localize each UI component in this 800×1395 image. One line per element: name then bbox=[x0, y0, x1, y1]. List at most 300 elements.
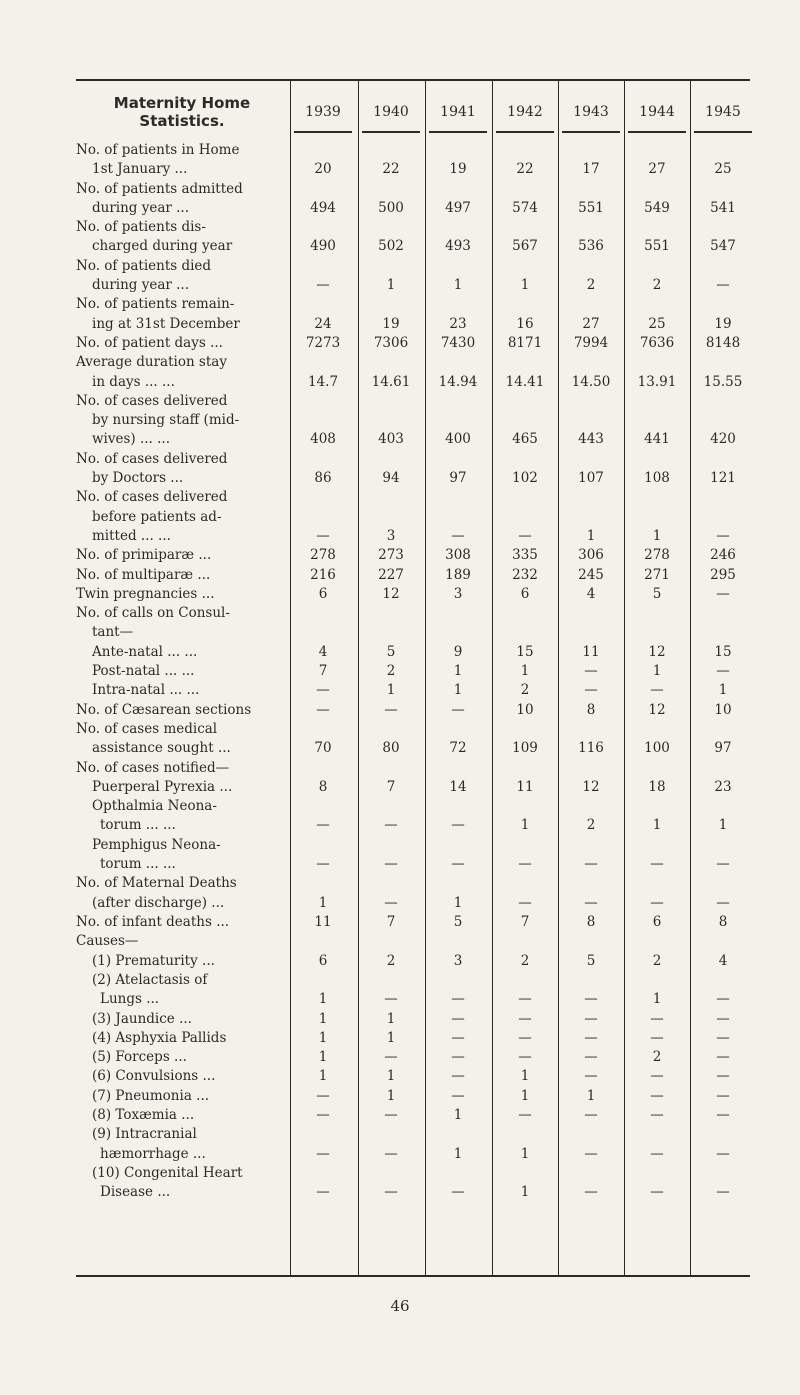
table-row bbox=[0, 682, 800, 701]
row-label: Puerperal Pyrexia ... bbox=[92, 778, 233, 795]
row-label: No. of primiparæ ... bbox=[76, 547, 212, 564]
table-row bbox=[0, 219, 800, 258]
table-cell: — bbox=[384, 1145, 398, 1162]
table-cell: — bbox=[650, 856, 664, 873]
table-cell: 1 bbox=[318, 1029, 328, 1046]
table-cell: 400 bbox=[445, 431, 471, 448]
table-cell: — bbox=[384, 1184, 398, 1201]
table-cell: 14.7 bbox=[307, 373, 339, 390]
table-cell: 15 bbox=[714, 643, 732, 660]
table-cell: 1 bbox=[652, 817, 662, 834]
table-cell: 25 bbox=[648, 315, 666, 332]
table-cell: 1 bbox=[453, 663, 463, 680]
table-cell: — bbox=[650, 682, 664, 699]
table-row bbox=[0, 181, 800, 220]
table-cell: — bbox=[451, 991, 465, 1008]
table-cell: — bbox=[451, 1087, 465, 1104]
table-row bbox=[0, 663, 800, 682]
table-cell: 5 bbox=[652, 585, 662, 602]
table-cell: 23 bbox=[714, 778, 732, 795]
table-cell: 2 bbox=[386, 952, 396, 969]
table-cell: 97 bbox=[714, 740, 732, 757]
table-cell: — bbox=[316, 682, 330, 699]
table-cell: — bbox=[384, 1049, 398, 1066]
table-cell: — bbox=[716, 1107, 730, 1123]
table-cell: 97 bbox=[449, 470, 467, 487]
table-cell: 5 bbox=[386, 643, 396, 660]
row-label: (3) Jaundice ... bbox=[92, 1010, 192, 1027]
table-cell: — bbox=[716, 1087, 730, 1104]
header-underline bbox=[362, 131, 420, 133]
table-cell: 7 bbox=[386, 778, 396, 795]
table-cell: — bbox=[650, 1184, 664, 1201]
table-cell: 12 bbox=[582, 778, 600, 795]
table-cell: 1 bbox=[386, 1010, 396, 1027]
row-label: No. of cases notified— bbox=[76, 759, 230, 776]
table-cell: 551 bbox=[578, 199, 604, 216]
table-cell: 22 bbox=[516, 161, 534, 178]
row-label: (10) Congenital Heart bbox=[92, 1164, 243, 1181]
row-label: ing at 31st December bbox=[92, 315, 240, 332]
table-row bbox=[0, 451, 800, 490]
table-cell: 1 bbox=[386, 1068, 396, 1085]
table-cell: 1 bbox=[520, 1184, 530, 1201]
table-cell: — bbox=[316, 1107, 330, 1123]
table-cell: 14.94 bbox=[438, 373, 478, 390]
table-cell: 227 bbox=[378, 566, 404, 583]
table-cell: 4 bbox=[586, 585, 596, 602]
table-cell: — bbox=[316, 856, 330, 873]
table-cell: 7 bbox=[318, 663, 328, 680]
table-cell: 4 bbox=[318, 643, 328, 660]
table-cell: 18 bbox=[648, 778, 666, 795]
table-row bbox=[0, 258, 800, 297]
table-cell: 8 bbox=[586, 914, 596, 930]
header-underline bbox=[628, 131, 686, 133]
table-cell: — bbox=[518, 991, 532, 1008]
table-row bbox=[0, 1165, 800, 1204]
table-cell: — bbox=[451, 527, 465, 544]
table-cell: 1 bbox=[652, 663, 662, 680]
table-row bbox=[0, 567, 800, 586]
row-label: No. of cases delivered bbox=[76, 450, 228, 467]
table-cell: 2 bbox=[386, 663, 396, 680]
table-cell: 1 bbox=[386, 1087, 396, 1104]
table-cell: — bbox=[384, 1107, 398, 1123]
table-row bbox=[0, 760, 800, 799]
table-cell: 551 bbox=[644, 238, 670, 255]
table-cell: 5 bbox=[453, 914, 463, 930]
row-label: Average duration stay bbox=[76, 354, 227, 371]
table-cell: 490 bbox=[310, 238, 336, 255]
year-header-3: 1942 bbox=[507, 104, 543, 120]
table-cell: — bbox=[384, 701, 398, 718]
table-cell: 3 bbox=[453, 952, 463, 969]
table-cell: — bbox=[384, 856, 398, 873]
row-label: No. of Maternal Deaths bbox=[76, 875, 237, 892]
row-label: Causes— bbox=[76, 933, 139, 950]
table-cell: 502 bbox=[378, 238, 404, 255]
table-cell: 13.91 bbox=[637, 373, 677, 390]
table-cell: 5 bbox=[586, 952, 596, 969]
table-cell: 465 bbox=[512, 431, 538, 448]
row-label: (7) Pneumonia ... bbox=[92, 1087, 210, 1104]
table-cell: 1 bbox=[520, 1145, 530, 1162]
table-cell: 27 bbox=[648, 161, 666, 178]
table-cell: 1 bbox=[652, 527, 662, 544]
row-label: Lungs ... bbox=[100, 991, 160, 1008]
table-row bbox=[0, 1049, 800, 1068]
table-cell: 116 bbox=[578, 740, 604, 757]
table-cell: — bbox=[716, 1049, 730, 1066]
table-cell: — bbox=[518, 1029, 532, 1046]
table-row bbox=[0, 393, 800, 451]
row-label: in days ... ... bbox=[92, 373, 175, 390]
table-row bbox=[0, 914, 800, 933]
table-cell: 443 bbox=[578, 431, 604, 448]
row-label: No. of calls on Consul- bbox=[76, 605, 230, 622]
table-cell: — bbox=[650, 1087, 664, 1104]
table-cell: — bbox=[451, 701, 465, 718]
table-cell: 121 bbox=[710, 470, 736, 487]
table-cell: 308 bbox=[445, 547, 471, 564]
table-cell: — bbox=[316, 817, 330, 834]
table-cell: — bbox=[584, 856, 598, 873]
row-label: (1) Prematurity ... bbox=[92, 952, 215, 969]
row-label: wives) ... ... bbox=[92, 431, 171, 448]
row-label: (9) Intracranial bbox=[92, 1126, 197, 1143]
row-label: Twin pregnancies ... bbox=[76, 585, 215, 602]
table-cell: — bbox=[650, 894, 664, 911]
row-label: mitted ... ... bbox=[92, 527, 171, 544]
table-cell: — bbox=[584, 1010, 598, 1027]
table-cell: — bbox=[518, 1107, 532, 1123]
table-cell: 1 bbox=[318, 991, 328, 1008]
table-cell: 1 bbox=[718, 817, 728, 834]
table-cell: 6 bbox=[318, 585, 328, 602]
table-cell: — bbox=[584, 1184, 598, 1201]
table-cell: 441 bbox=[644, 431, 670, 448]
row-label: by Doctors ... bbox=[92, 470, 184, 487]
table-cell: 19 bbox=[382, 315, 400, 332]
table-cell: 6 bbox=[652, 914, 662, 930]
table-cell: 8171 bbox=[507, 335, 543, 351]
row-label: No. of patients in Home bbox=[76, 142, 240, 158]
table-cell: 108 bbox=[644, 470, 670, 487]
table-cell: 271 bbox=[644, 566, 670, 583]
row-label: Disease ... bbox=[100, 1184, 171, 1201]
table-cell: 7306 bbox=[373, 335, 409, 351]
table-cell: 232 bbox=[512, 566, 538, 583]
table-cell: 1 bbox=[318, 894, 328, 911]
table-cell: 1 bbox=[520, 663, 530, 680]
table-cell: 23 bbox=[449, 315, 467, 332]
row-label: assistance sought ... bbox=[92, 740, 231, 757]
row-label: during year ... bbox=[92, 277, 190, 294]
table-cell: 1 bbox=[520, 817, 530, 834]
table-cell: 8 bbox=[718, 914, 728, 930]
table-row bbox=[0, 721, 800, 760]
row-label: No. of cases medical bbox=[76, 721, 218, 737]
table-row bbox=[0, 953, 800, 972]
table-cell: 245 bbox=[578, 566, 604, 583]
table-cell: 6 bbox=[318, 952, 328, 969]
header-underline bbox=[694, 131, 752, 133]
table-cell: 7430 bbox=[440, 335, 476, 351]
row-label: torum ... ... bbox=[100, 856, 176, 873]
table-row bbox=[0, 1030, 800, 1049]
row-label: (6) Convulsions ... bbox=[92, 1068, 216, 1085]
row-label: No. of cases delivered bbox=[76, 392, 228, 409]
table-row bbox=[0, 702, 800, 721]
table-cell: 408 bbox=[310, 431, 336, 448]
table-cell: — bbox=[716, 1029, 730, 1046]
table-cell: 27 bbox=[582, 315, 600, 332]
row-label: before patients ad- bbox=[92, 508, 222, 525]
table-cell: — bbox=[584, 894, 598, 911]
table-cell: 541 bbox=[710, 199, 736, 216]
top-rule bbox=[76, 79, 750, 81]
row-label: Intra-natal ... ... bbox=[92, 682, 200, 699]
table-cell: — bbox=[518, 894, 532, 911]
table-cell: 14.61 bbox=[371, 373, 411, 390]
table-cell: 22 bbox=[382, 161, 400, 178]
table-cell: 8 bbox=[586, 701, 596, 718]
table-cell: 100 bbox=[644, 740, 670, 757]
table-row bbox=[0, 798, 800, 837]
table-cell: — bbox=[316, 701, 330, 718]
table-cell: — bbox=[584, 1145, 598, 1162]
table-cell: — bbox=[650, 1029, 664, 1046]
table-row bbox=[0, 1088, 800, 1107]
table-cell: — bbox=[716, 585, 730, 602]
table-cell: 1 bbox=[520, 1087, 530, 1104]
table-cell: 2 bbox=[652, 277, 662, 294]
table-cell: — bbox=[584, 663, 598, 680]
table-cell: — bbox=[316, 1087, 330, 1104]
table-row bbox=[0, 605, 800, 644]
year-header-0: 1939 bbox=[305, 104, 341, 120]
table-cell: — bbox=[451, 1010, 465, 1027]
table-cell: 1 bbox=[520, 1068, 530, 1085]
table-cell: 1 bbox=[318, 1010, 328, 1027]
table-cell: 11 bbox=[582, 643, 600, 660]
table-row bbox=[0, 1011, 800, 1030]
table-cell: 20 bbox=[314, 161, 332, 178]
table-cell: 1 bbox=[453, 894, 463, 911]
row-label: No. of infant deaths ... bbox=[76, 914, 230, 930]
table-title: Maternity Home Statistics. bbox=[113, 94, 251, 130]
row-label: torum ... ... bbox=[100, 817, 176, 834]
table-cell: — bbox=[384, 991, 398, 1008]
table-cell: 1 bbox=[386, 682, 396, 699]
row-label: Pemphigus Neona- bbox=[92, 836, 221, 853]
table-cell: — bbox=[716, 856, 730, 873]
table-row bbox=[0, 875, 800, 914]
table-cell: — bbox=[518, 1049, 532, 1066]
table-cell: 1 bbox=[318, 1068, 328, 1085]
row-label: hæmorrhage ... bbox=[100, 1145, 206, 1162]
table-cell: 2 bbox=[520, 682, 530, 699]
row-label: tant— bbox=[92, 624, 134, 641]
table-cell: 10 bbox=[714, 701, 732, 718]
table-cell: 278 bbox=[310, 547, 336, 564]
table-cell: 86 bbox=[314, 470, 332, 487]
table-cell: 14.41 bbox=[505, 373, 545, 390]
table-cell: 7994 bbox=[573, 335, 609, 351]
table-cell: 4 bbox=[718, 952, 728, 969]
table-cell: 2 bbox=[520, 952, 530, 969]
year-header-4: 1943 bbox=[573, 104, 609, 120]
row-label: No. of Cæsarean sections bbox=[76, 701, 252, 718]
row-label: (5) Forceps ... bbox=[92, 1049, 187, 1066]
table-cell: — bbox=[716, 991, 730, 1008]
table-cell: 10 bbox=[516, 701, 534, 718]
table-cell: 8 bbox=[318, 778, 328, 795]
table-cell: 3 bbox=[386, 527, 396, 544]
year-header-6: 1945 bbox=[705, 104, 741, 120]
table-cell: 500 bbox=[378, 199, 404, 216]
table-row bbox=[0, 354, 800, 393]
table-cell: 107 bbox=[578, 470, 604, 487]
table-row bbox=[0, 335, 800, 354]
row-label: (2) Atelactasis of bbox=[92, 971, 208, 988]
table-row bbox=[0, 1107, 800, 1126]
row-label: No. of cases delivered bbox=[76, 489, 228, 506]
row-label: No. of patient days ... bbox=[76, 335, 223, 351]
table-cell: 1 bbox=[386, 1029, 396, 1046]
table-cell: 14.50 bbox=[571, 373, 611, 390]
page-number: 46 bbox=[390, 1297, 410, 1315]
table-cell: — bbox=[716, 1145, 730, 1162]
table-cell: — bbox=[584, 1107, 598, 1123]
table-cell: 2 bbox=[652, 952, 662, 969]
table-cell: 1 bbox=[652, 991, 662, 1008]
table-row bbox=[0, 296, 800, 335]
table-cell: 1 bbox=[453, 277, 463, 294]
row-label: (after discharge) ... bbox=[92, 894, 225, 911]
table-cell: 2 bbox=[586, 277, 596, 294]
table-cell: 8148 bbox=[705, 335, 741, 351]
table-cell: 109 bbox=[512, 740, 538, 757]
table-cell: 1 bbox=[453, 682, 463, 699]
table-cell: 6 bbox=[520, 585, 530, 602]
table-cell: 1 bbox=[586, 1087, 596, 1104]
table-cell: 1 bbox=[586, 527, 596, 544]
table-cell: — bbox=[650, 1145, 664, 1162]
table-cell: 246 bbox=[710, 547, 736, 564]
row-label: No. of patients dis- bbox=[76, 219, 206, 236]
table-cell: — bbox=[584, 1049, 598, 1066]
table-cell: — bbox=[716, 277, 730, 294]
table-cell: 7 bbox=[386, 914, 396, 930]
table-cell: — bbox=[451, 1049, 465, 1066]
header-underline bbox=[294, 131, 352, 133]
row-label: No. of patients remain- bbox=[76, 296, 235, 313]
table-row bbox=[0, 586, 800, 605]
table-cell: — bbox=[584, 991, 598, 1008]
table-cell: — bbox=[584, 1068, 598, 1085]
table-cell: 1 bbox=[386, 277, 396, 294]
table-cell: 403 bbox=[378, 431, 404, 448]
table-cell: 11 bbox=[516, 778, 534, 795]
table-cell: 1 bbox=[318, 1049, 328, 1066]
row-label: (8) Toxæmia ... bbox=[92, 1107, 195, 1123]
table-cell: 19 bbox=[449, 161, 467, 178]
table-cell: 273 bbox=[378, 547, 404, 564]
table-cell: — bbox=[451, 856, 465, 873]
table-cell: 574 bbox=[512, 199, 538, 216]
table-cell: — bbox=[316, 527, 330, 544]
table-cell: — bbox=[518, 1010, 532, 1027]
table-cell: 72 bbox=[449, 740, 467, 757]
table-cell: 1 bbox=[453, 1145, 463, 1162]
table-cell: 9 bbox=[453, 643, 463, 660]
table-cell: 102 bbox=[512, 470, 538, 487]
table-row bbox=[0, 1126, 800, 1165]
row-label: (4) Asphyxia Pallids bbox=[92, 1029, 227, 1046]
table-cell: 1 bbox=[718, 682, 728, 699]
table-cell: 17 bbox=[582, 161, 600, 178]
table-cell: — bbox=[584, 1029, 598, 1046]
table-row bbox=[0, 644, 800, 663]
table-cell: — bbox=[518, 527, 532, 544]
table-cell: 7636 bbox=[639, 335, 675, 351]
table-cell: — bbox=[316, 277, 330, 294]
table-cell: 14 bbox=[449, 778, 467, 795]
table-cell: — bbox=[716, 894, 730, 911]
table-cell: 12 bbox=[382, 585, 400, 602]
table-cell: 189 bbox=[445, 566, 471, 583]
row-label: Post-natal ... ... bbox=[92, 663, 195, 680]
table-cell: 278 bbox=[644, 547, 670, 564]
table-cell: — bbox=[650, 1068, 664, 1085]
table-cell: 7273 bbox=[305, 335, 341, 351]
row-label: Opthalmia Neona- bbox=[92, 798, 217, 815]
table-cell: 24 bbox=[314, 315, 332, 332]
table-cell: 16 bbox=[516, 315, 534, 332]
table-cell: — bbox=[716, 663, 730, 680]
table-cell: 549 bbox=[644, 199, 670, 216]
row-label: during year ... bbox=[92, 199, 190, 216]
table-row bbox=[0, 547, 800, 566]
table-cell: 15.55 bbox=[703, 373, 743, 390]
table-cell: — bbox=[716, 1068, 730, 1085]
table-cell: — bbox=[451, 1029, 465, 1046]
table-cell: — bbox=[716, 527, 730, 544]
table-cell: — bbox=[316, 1145, 330, 1162]
row-label: charged during year bbox=[92, 238, 233, 255]
table-cell: — bbox=[384, 894, 398, 911]
table-cell: — bbox=[518, 856, 532, 873]
table-cell: 80 bbox=[382, 740, 400, 757]
table-cell: — bbox=[384, 817, 398, 834]
table-cell: 15 bbox=[516, 643, 534, 660]
table-cell: 335 bbox=[512, 547, 538, 564]
table-cell: 420 bbox=[710, 431, 736, 448]
table-cell: — bbox=[650, 1107, 664, 1123]
year-header-2: 1941 bbox=[440, 104, 476, 120]
table-cell: — bbox=[316, 1184, 330, 1201]
table-cell: 493 bbox=[445, 238, 471, 255]
table-cell: 2 bbox=[586, 817, 596, 834]
year-header-1: 1940 bbox=[373, 104, 409, 120]
table-cell: 3 bbox=[453, 585, 463, 602]
table-cell: 7 bbox=[520, 914, 530, 930]
table-cell: 2 bbox=[652, 1049, 662, 1066]
table-cell: 12 bbox=[648, 701, 666, 718]
table-cell: 547 bbox=[710, 238, 736, 255]
